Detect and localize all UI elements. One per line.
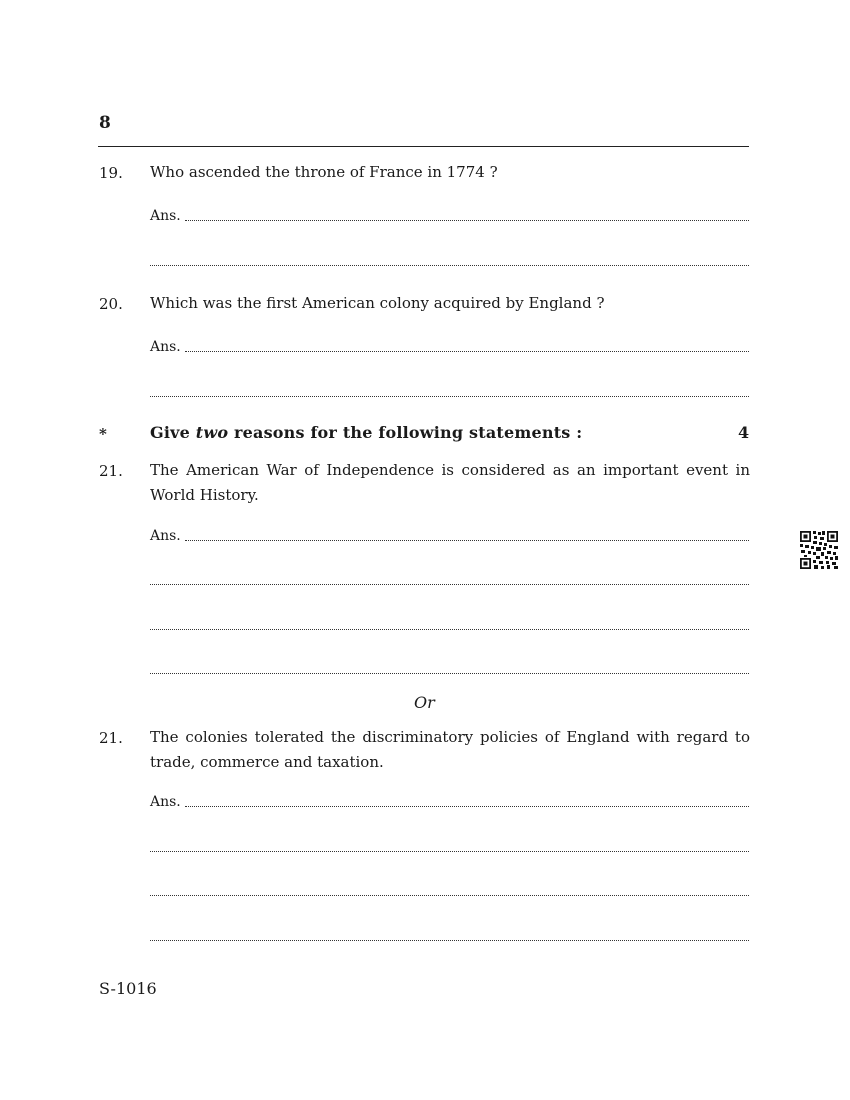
question-21a-answer-line-3[interactable] <box>150 617 749 633</box>
qr-code-icon[interactable] <box>799 530 839 570</box>
dotted-line <box>150 629 749 630</box>
question-19-answer-line-1[interactable] <box>150 208 749 224</box>
answer-label: Ans. <box>150 208 181 224</box>
question-21a-answer-line-1[interactable] <box>150 528 749 544</box>
question-21b-number: 21. <box>99 729 123 747</box>
dotted-line <box>185 220 749 221</box>
question-21a-answer-line-4[interactable] <box>150 661 749 677</box>
question-20-text: Which was the first American colony acquired by England ? <box>150 294 605 312</box>
answer-label: Ans. <box>150 528 181 544</box>
question-21b-answer-line-4[interactable] <box>150 928 749 944</box>
or-separator: Or <box>414 693 435 712</box>
dotted-line <box>150 940 749 941</box>
dotted-line <box>150 396 749 397</box>
section-heading-end: reasons for the following statements : <box>228 423 583 442</box>
question-21a-text: The American War of Independence is considered as an important event in World History. <box>150 461 750 504</box>
dotted-line <box>150 895 749 896</box>
page-number: 8 <box>99 113 111 133</box>
question-20-number: 20. <box>99 295 123 313</box>
dotted-line <box>185 806 749 807</box>
question-21b-answer-line-3[interactable] <box>150 883 749 899</box>
dotted-line <box>185 540 749 541</box>
section-star: * <box>99 425 107 443</box>
question-21b-answer-line-2[interactable] <box>150 839 749 855</box>
section-heading-emphasis: two <box>195 423 229 442</box>
dotted-line <box>185 351 749 352</box>
dotted-line <box>150 584 749 585</box>
dotted-line <box>150 265 749 266</box>
question-21b-text: The colonies tolerated the discriminatory policies of England with regard to trade, commerce and taxation. <box>150 728 750 771</box>
footer-code: S-1016 <box>99 979 157 998</box>
question-21a-answer-line-2[interactable] <box>150 572 749 588</box>
question-20-answer-line-2[interactable] <box>150 384 749 400</box>
question-21a-number: 21. <box>99 462 123 480</box>
section-marks: 4 <box>738 423 750 442</box>
answer-label: Ans. <box>150 794 181 810</box>
dotted-line <box>150 851 749 852</box>
answer-label: Ans. <box>150 339 181 355</box>
header-rule <box>98 146 749 147</box>
section-heading <box>150 423 582 442</box>
section-heading-start: Give <box>150 423 196 442</box>
question-19-answer-line-2[interactable] <box>150 253 749 269</box>
question-19-number: 19. <box>99 164 123 182</box>
dotted-line <box>150 673 749 674</box>
question-19-text: Who ascended the throne of France in 1774 ? <box>150 163 498 181</box>
question-21b-answer-line-1[interactable] <box>150 794 749 810</box>
question-20-answer-line-1[interactable] <box>150 339 749 355</box>
